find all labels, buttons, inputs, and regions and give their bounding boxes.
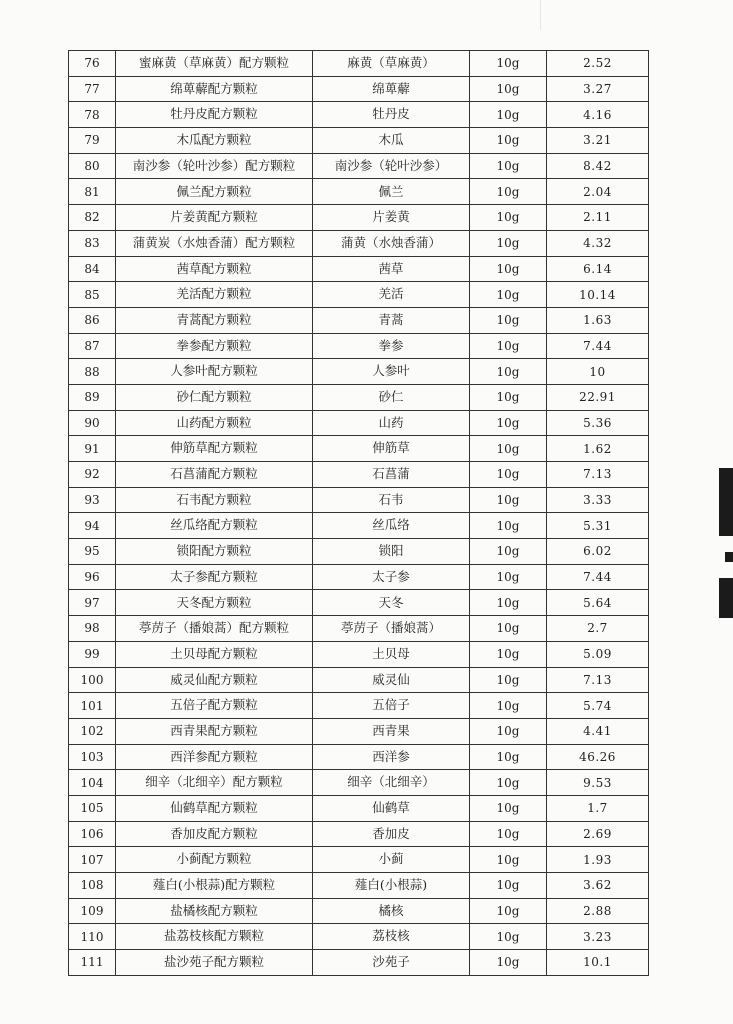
granule-name-cell: 绵萆薢配方颗粒 xyxy=(116,76,313,102)
granule-name-cell: 威灵仙配方颗粒 xyxy=(116,667,313,693)
table-row xyxy=(69,693,649,719)
spec-cell: 10g xyxy=(470,102,547,128)
herb-name-cell: 香加皮 xyxy=(313,821,470,847)
price-cell: 4.41 xyxy=(547,718,649,744)
row-number-cell: 82 xyxy=(69,205,116,231)
table-row xyxy=(69,564,649,590)
granule-name-cell: 仙鹤草配方颗粒 xyxy=(116,795,313,821)
herb-name-cell: 土贝母 xyxy=(313,641,470,667)
spec-cell: 10g xyxy=(470,205,547,231)
granule-name-cell: 天冬配方颗粒 xyxy=(116,590,313,616)
price-cell: 10.1 xyxy=(547,950,649,976)
table-row xyxy=(69,487,649,513)
table-row xyxy=(69,128,649,154)
herb-name-cell: 小蓟 xyxy=(313,847,470,873)
spec-cell: 10g xyxy=(470,76,547,102)
granule-name-cell: 山药配方颗粒 xyxy=(116,410,313,436)
herb-name-cell: 绵萆薢 xyxy=(313,76,470,102)
herb-name-cell: 五倍子 xyxy=(313,693,470,719)
table-row xyxy=(69,205,649,231)
price-cell: 5.36 xyxy=(547,410,649,436)
spec-cell: 10g xyxy=(470,282,547,308)
table-row xyxy=(69,513,649,539)
herb-name-cell: 砂仁 xyxy=(313,384,470,410)
row-number-cell: 92 xyxy=(69,462,116,488)
spec-cell: 10g xyxy=(470,128,547,154)
price-cell: 7.13 xyxy=(547,667,649,693)
table-row xyxy=(69,462,649,488)
price-cell: 5.31 xyxy=(547,513,649,539)
herb-name-cell: 茜草 xyxy=(313,256,470,282)
price-cell: 2.11 xyxy=(547,205,649,231)
price-cell: 6.14 xyxy=(547,256,649,282)
spec-cell: 10g xyxy=(470,436,547,462)
herb-name-cell: 片姜黄 xyxy=(313,205,470,231)
price-cell: 1.62 xyxy=(547,436,649,462)
herb-name-cell: 南沙参（轮叶沙参） xyxy=(313,153,470,179)
table-row xyxy=(69,667,649,693)
row-number-cell: 105 xyxy=(69,795,116,821)
granule-name-cell: 羌活配方颗粒 xyxy=(116,282,313,308)
price-list-sheet xyxy=(68,50,643,976)
spec-cell: 10g xyxy=(470,307,547,333)
granule-name-cell: 细辛（北细辛）配方颗粒 xyxy=(116,770,313,796)
price-cell: 5.64 xyxy=(547,590,649,616)
row-number-cell: 87 xyxy=(69,333,116,359)
price-cell: 3.21 xyxy=(547,128,649,154)
table-row xyxy=(69,333,649,359)
herb-name-cell: 木瓜 xyxy=(313,128,470,154)
granule-name-cell: 伸筋草配方颗粒 xyxy=(116,436,313,462)
herb-name-cell: 山药 xyxy=(313,410,470,436)
granule-price-table xyxy=(68,50,649,976)
herb-name-cell: 天冬 xyxy=(313,590,470,616)
granule-name-cell: 锁阳配方颗粒 xyxy=(116,539,313,565)
price-cell: 4.16 xyxy=(547,102,649,128)
spec-cell: 10g xyxy=(470,51,547,77)
table-row xyxy=(69,410,649,436)
row-number-cell: 101 xyxy=(69,693,116,719)
row-number-cell: 84 xyxy=(69,256,116,282)
granule-name-cell: 香加皮配方颗粒 xyxy=(116,821,313,847)
row-number-cell: 97 xyxy=(69,590,116,616)
spec-cell: 10g xyxy=(470,590,547,616)
price-cell: 2.04 xyxy=(547,179,649,205)
price-cell: 2.52 xyxy=(547,51,649,77)
price-cell: 10.14 xyxy=(547,282,649,308)
binding-edge-mark xyxy=(719,468,733,536)
table-row xyxy=(69,282,649,308)
herb-name-cell: 葶苈子（播娘蒿） xyxy=(313,616,470,642)
price-cell: 1.7 xyxy=(547,795,649,821)
row-number-cell: 100 xyxy=(69,667,116,693)
table-row xyxy=(69,873,649,899)
row-number-cell: 86 xyxy=(69,307,116,333)
price-cell: 1.63 xyxy=(547,307,649,333)
granule-name-cell: 小蓟配方颗粒 xyxy=(116,847,313,873)
table-row xyxy=(69,821,649,847)
granule-name-cell: 蒲黄炭（水烛香蒲）配方颗粒 xyxy=(116,230,313,256)
herb-name-cell: 西洋参 xyxy=(313,744,470,770)
spec-cell: 10g xyxy=(470,153,547,179)
table-row xyxy=(69,256,649,282)
price-cell: 46.26 xyxy=(547,744,649,770)
granule-name-cell: 片姜黄配方颗粒 xyxy=(116,205,313,231)
herb-name-cell: 麻黄（草麻黄） xyxy=(313,51,470,77)
price-cell: 3.27 xyxy=(547,76,649,102)
herb-name-cell: 威灵仙 xyxy=(313,667,470,693)
row-number-cell: 108 xyxy=(69,873,116,899)
row-number-cell: 107 xyxy=(69,847,116,873)
herb-name-cell: 丝瓜络 xyxy=(313,513,470,539)
granule-name-cell: 盐荔枝核配方颗粒 xyxy=(116,924,313,950)
table-row xyxy=(69,590,649,616)
spec-cell: 10g xyxy=(470,179,547,205)
granule-name-cell: 青蒿配方颗粒 xyxy=(116,307,313,333)
spec-cell: 10g xyxy=(470,359,547,385)
herb-name-cell: 伸筋草 xyxy=(313,436,470,462)
price-cell: 3.62 xyxy=(547,873,649,899)
spec-cell: 10g xyxy=(470,384,547,410)
row-number-cell: 93 xyxy=(69,487,116,513)
row-number-cell: 78 xyxy=(69,102,116,128)
table-row xyxy=(69,384,649,410)
spec-cell: 10g xyxy=(470,770,547,796)
price-cell: 2.69 xyxy=(547,821,649,847)
table-row xyxy=(69,359,649,385)
spec-cell: 10g xyxy=(470,616,547,642)
herb-name-cell: 细辛（北细辛） xyxy=(313,770,470,796)
granule-name-cell: 石菖蒲配方颗粒 xyxy=(116,462,313,488)
spec-cell: 10g xyxy=(470,924,547,950)
herb-name-cell: 蒲黄（水烛香蒲） xyxy=(313,230,470,256)
price-cell: 2.7 xyxy=(547,616,649,642)
table-row xyxy=(69,795,649,821)
price-cell: 22.91 xyxy=(547,384,649,410)
spec-cell: 10g xyxy=(470,230,547,256)
table-row xyxy=(69,539,649,565)
table-row xyxy=(69,718,649,744)
price-cell: 3.33 xyxy=(547,487,649,513)
price-cell: 8.42 xyxy=(547,153,649,179)
herb-name-cell: 仙鹤草 xyxy=(313,795,470,821)
spec-cell: 10g xyxy=(470,898,547,924)
granule-name-cell: 太子参配方颗粒 xyxy=(116,564,313,590)
price-cell: 7.13 xyxy=(547,462,649,488)
row-number-cell: 106 xyxy=(69,821,116,847)
spec-cell: 10g xyxy=(470,487,547,513)
table-row xyxy=(69,847,649,873)
row-number-cell: 90 xyxy=(69,410,116,436)
granule-name-cell: 木瓜配方颗粒 xyxy=(116,128,313,154)
spec-cell: 10g xyxy=(470,795,547,821)
granule-name-cell: 西青果配方颗粒 xyxy=(116,718,313,744)
herb-name-cell: 石菖蒲 xyxy=(313,462,470,488)
row-number-cell: 95 xyxy=(69,539,116,565)
herb-name-cell: 羌活 xyxy=(313,282,470,308)
table-body xyxy=(69,51,649,976)
spec-cell: 10g xyxy=(470,462,547,488)
spec-cell: 10g xyxy=(470,821,547,847)
price-cell: 6.02 xyxy=(547,539,649,565)
table-row xyxy=(69,641,649,667)
table-row xyxy=(69,307,649,333)
granule-name-cell: 石韦配方颗粒 xyxy=(116,487,313,513)
spec-cell: 10g xyxy=(470,513,547,539)
granule-name-cell: 南沙参（轮叶沙参）配方颗粒 xyxy=(116,153,313,179)
herb-name-cell: 橘核 xyxy=(313,898,470,924)
spec-cell: 10g xyxy=(470,718,547,744)
herb-name-cell: 沙苑子 xyxy=(313,950,470,976)
spec-cell: 10g xyxy=(470,744,547,770)
herb-name-cell: 佩兰 xyxy=(313,179,470,205)
spec-cell: 10g xyxy=(470,333,547,359)
spec-cell: 10g xyxy=(470,256,547,282)
herb-name-cell: 拳参 xyxy=(313,333,470,359)
row-number-cell: 111 xyxy=(69,950,116,976)
row-number-cell: 77 xyxy=(69,76,116,102)
binding-edge-mark xyxy=(725,552,733,562)
granule-name-cell: 佩兰配方颗粒 xyxy=(116,179,313,205)
granule-name-cell: 土贝母配方颗粒 xyxy=(116,641,313,667)
table-row xyxy=(69,153,649,179)
spec-cell: 10g xyxy=(470,410,547,436)
granule-name-cell: 牡丹皮配方颗粒 xyxy=(116,102,313,128)
row-number-cell: 104 xyxy=(69,770,116,796)
row-number-cell: 103 xyxy=(69,744,116,770)
table-row xyxy=(69,102,649,128)
spec-cell: 10g xyxy=(470,847,547,873)
herb-name-cell: 太子参 xyxy=(313,564,470,590)
row-number-cell: 109 xyxy=(69,898,116,924)
price-cell: 5.09 xyxy=(547,641,649,667)
granule-name-cell: 拳参配方颗粒 xyxy=(116,333,313,359)
price-cell: 10 xyxy=(547,359,649,385)
table-row xyxy=(69,744,649,770)
granule-name-cell: 西洋参配方颗粒 xyxy=(116,744,313,770)
spec-cell: 10g xyxy=(470,564,547,590)
herb-name-cell: 薤白(小根蒜) xyxy=(313,873,470,899)
granule-name-cell: 茜草配方颗粒 xyxy=(116,256,313,282)
granule-name-cell: 薤白(小根蒜)配方颗粒 xyxy=(116,873,313,899)
granule-name-cell: 盐沙苑子配方颗粒 xyxy=(116,950,313,976)
herb-name-cell: 人参叶 xyxy=(313,359,470,385)
table-row xyxy=(69,898,649,924)
granule-name-cell: 五倍子配方颗粒 xyxy=(116,693,313,719)
price-cell: 7.44 xyxy=(547,333,649,359)
spec-cell: 10g xyxy=(470,667,547,693)
table-row xyxy=(69,51,649,77)
granule-name-cell: 盐橘核配方颗粒 xyxy=(116,898,313,924)
price-cell: 7.44 xyxy=(547,564,649,590)
table-row xyxy=(69,230,649,256)
spec-cell: 10g xyxy=(470,641,547,667)
table-row xyxy=(69,616,649,642)
row-number-cell: 80 xyxy=(69,153,116,179)
granule-name-cell: 砂仁配方颗粒 xyxy=(116,384,313,410)
table-row xyxy=(69,436,649,462)
table-row xyxy=(69,179,649,205)
price-cell: 5.74 xyxy=(547,693,649,719)
row-number-cell: 83 xyxy=(69,230,116,256)
row-number-cell: 94 xyxy=(69,513,116,539)
row-number-cell: 85 xyxy=(69,282,116,308)
row-number-cell: 79 xyxy=(69,128,116,154)
row-number-cell: 91 xyxy=(69,436,116,462)
row-number-cell: 76 xyxy=(69,51,116,77)
granule-name-cell: 人参叶配方颗粒 xyxy=(116,359,313,385)
granule-name-cell: 葶苈子（播娘蒿）配方颗粒 xyxy=(116,616,313,642)
price-cell: 1.93 xyxy=(547,847,649,873)
row-number-cell: 96 xyxy=(69,564,116,590)
spec-cell: 10g xyxy=(470,693,547,719)
granule-name-cell: 丝瓜络配方颗粒 xyxy=(116,513,313,539)
herb-name-cell: 锁阳 xyxy=(313,539,470,565)
row-number-cell: 89 xyxy=(69,384,116,410)
price-cell: 3.23 xyxy=(547,924,649,950)
table-row xyxy=(69,924,649,950)
herb-name-cell: 石韦 xyxy=(313,487,470,513)
row-number-cell: 110 xyxy=(69,924,116,950)
herb-name-cell: 荔枝核 xyxy=(313,924,470,950)
row-number-cell: 88 xyxy=(69,359,116,385)
spec-cell: 10g xyxy=(470,539,547,565)
row-number-cell: 98 xyxy=(69,616,116,642)
spec-cell: 10g xyxy=(470,873,547,899)
spec-cell: 10g xyxy=(470,950,547,976)
herb-name-cell: 青蒿 xyxy=(313,307,470,333)
table-row xyxy=(69,950,649,976)
table-row xyxy=(69,770,649,796)
binding-edge-mark xyxy=(719,578,733,618)
price-cell: 2.88 xyxy=(547,898,649,924)
granule-name-cell: 蜜麻黄（草麻黄）配方颗粒 xyxy=(116,51,313,77)
price-cell: 9.53 xyxy=(547,770,649,796)
row-number-cell: 102 xyxy=(69,718,116,744)
herb-name-cell: 西青果 xyxy=(313,718,470,744)
herb-name-cell: 牡丹皮 xyxy=(313,102,470,128)
price-cell: 4.32 xyxy=(547,230,649,256)
table-row xyxy=(69,76,649,102)
row-number-cell: 81 xyxy=(69,179,116,205)
page-fold-line xyxy=(540,0,541,30)
row-number-cell: 99 xyxy=(69,641,116,667)
